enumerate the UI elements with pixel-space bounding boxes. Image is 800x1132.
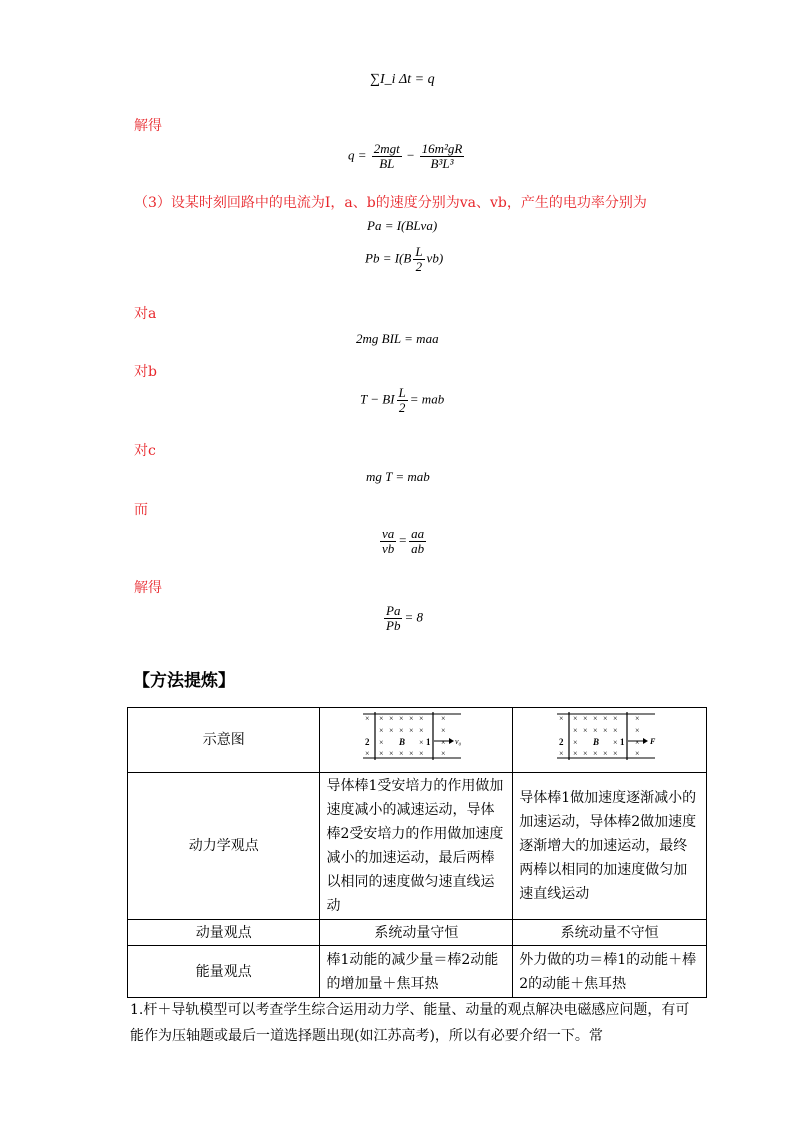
svg-text:×: ×	[572, 726, 578, 735]
row-label-momentum: 动量观点	[128, 920, 320, 946]
svg-text:×: ×	[602, 749, 608, 758]
svg-text:2: 2	[558, 737, 564, 747]
svg-text:×: ×	[602, 714, 608, 723]
body-paragraph: 1.杆＋导轨模型可以考查学生综合运用动力学、能量、动量的观点解决电磁感应问题，有可能作为压轴题或最后一道选择题出现(如江苏高考)，所以有必要介绍一下。常	[130, 1002, 690, 1044]
table-row	[128, 708, 707, 773]
dynamics-case-1: 导体棒1受安培力的作用做加速度减小的减速运动，导体棒2受安培力的作用做加速度减小的加速运动，最后两棒以相同的速度做匀速直线运动	[320, 773, 513, 920]
svg-text:×: ×	[558, 714, 564, 723]
c-equation: mg T = mab	[366, 469, 430, 484]
for-c-label: 对c	[134, 443, 156, 459]
svg-text:×: ×	[572, 738, 578, 747]
svg-text:×: ×	[379, 714, 384, 723]
table-row	[128, 773, 707, 920]
svg-text:×: ×	[399, 749, 404, 758]
pa-equation: Pa = I(BLva)	[367, 218, 438, 233]
ratio-equation: $\frac{va}{vb}$ = $\frac{aa}{ab}$	[382, 526, 425, 556]
svg-text:×: ×	[389, 714, 394, 723]
row-label-diagram: 示意图	[128, 708, 320, 773]
part3-text: （3）设某时刻回路中的电流为I，a、b的速度分别为va、vb，产生的电功率分别为	[134, 195, 647, 211]
svg-text:×: ×	[441, 714, 446, 723]
svg-text:×: ×	[441, 749, 446, 758]
momentum-case-1: 系统动量守恒	[320, 920, 513, 946]
svg-text:×: ×	[612, 738, 618, 747]
svg-text:×: ×	[409, 749, 414, 758]
momentum-case-2: 系统动量不守恒	[513, 920, 707, 946]
q-fraction-1: $\frac{\text{2mgt}}{BL}$	[373, 141, 400, 171]
svg-text:×: ×	[409, 714, 414, 723]
svg-text:×: ×	[419, 749, 424, 758]
solution-label-2: 解得	[134, 580, 162, 596]
svg-text:×: ×	[582, 714, 588, 723]
svg-text:×: ×	[634, 714, 640, 723]
svg-text:×: ×	[602, 726, 608, 735]
row-label-energy: 能量观点	[128, 946, 320, 998]
svg-text:×: ×	[419, 738, 424, 747]
rails-diagram-2	[555, 708, 665, 764]
svg-text:×: ×	[558, 749, 564, 758]
svg-text:×: ×	[379, 738, 384, 747]
svg-text:×: ×	[612, 726, 618, 735]
q-equation: q = $\frac{\text{2mgt}}{BL}$ − $\frac{\text{16m²gR}}{\text{B³L³}}$	[348, 141, 463, 171]
svg-text:B: B	[399, 737, 406, 747]
table-row	[128, 946, 707, 998]
q-lhs: q =	[348, 147, 367, 163]
svg-text:×: ×	[389, 749, 394, 758]
svg-text:×: ×	[592, 714, 598, 723]
sum-equation: ∑I_i Δt = q	[370, 72, 435, 87]
diagram-1	[320, 708, 513, 773]
dynamics-case-2: 导体棒1做加速度逐渐减小的加速运动，导体棒2做加速度逐渐增大的加速运动，最终两棒以相同的加速度做匀加速直线运动	[513, 773, 707, 920]
svg-text:×: ×	[582, 749, 588, 758]
svg-text:×: ×	[399, 726, 404, 735]
svg-text:×: ×	[582, 726, 588, 735]
pb-equation: Pb = I(B $\frac{L}{2}$ vb)	[365, 244, 444, 274]
svg-text:1: 1	[619, 737, 625, 747]
svg-text:×: ×	[365, 749, 370, 758]
svg-text:×: ×	[572, 714, 578, 723]
svg-text:×: ×	[592, 726, 598, 735]
power-ratio-equation: $\frac{Pa}{Pb}$ = 8	[386, 603, 423, 633]
energy-case-2: 外力做的功＝棒1的动能＋棒2的动能＋焦耳热	[513, 946, 707, 998]
svg-text:×: ×	[389, 726, 394, 735]
svg-text:×: ×	[409, 726, 414, 735]
svg-text:×: ×	[612, 749, 618, 758]
and-label: 而	[134, 502, 148, 518]
svg-text:×: ×	[634, 738, 640, 747]
for-b-label: 对b	[134, 364, 157, 380]
energy-case-1: 棒1动能的减少量＝棒2动能的增加量＋焦耳热	[320, 946, 513, 998]
a-equation: 2mg BIL = maa	[356, 331, 439, 346]
svg-text:×: ×	[612, 714, 618, 723]
solution-label-1: 解得	[134, 118, 162, 134]
svg-text:×: ×	[419, 726, 424, 735]
section-heading: 【方法提炼】	[133, 671, 235, 691]
svg-text:×: ×	[419, 714, 424, 723]
svg-text:v₀: v₀	[455, 737, 462, 746]
q-fraction-2: $\frac{\text{16m²gR}}{\text{B³L³}}$	[421, 141, 463, 171]
svg-text:×: ×	[379, 726, 384, 735]
svg-text:×: ×	[379, 749, 384, 758]
svg-text:F: F	[649, 737, 655, 746]
svg-text:2: 2	[365, 737, 370, 747]
svg-text:×: ×	[634, 726, 640, 735]
svg-text:×: ×	[572, 749, 578, 758]
rails-diagram-1	[361, 708, 471, 764]
svg-text:×: ×	[592, 749, 598, 758]
diagram-2	[513, 708, 707, 773]
b-equation: T − BI $\frac{L}{2}$ = mab	[360, 385, 445, 415]
svg-text:1: 1	[426, 737, 431, 747]
svg-text:×: ×	[365, 714, 370, 723]
table-row	[128, 920, 707, 946]
svg-text:×: ×	[441, 726, 446, 735]
for-a-label: 对a	[134, 306, 157, 322]
svg-text:B: B	[592, 737, 599, 747]
row-label-dynamics: 动力学观点	[128, 773, 320, 920]
svg-text:×: ×	[441, 738, 446, 747]
svg-text:×: ×	[399, 714, 404, 723]
svg-text:×: ×	[634, 749, 640, 758]
method-table	[127, 707, 707, 998]
